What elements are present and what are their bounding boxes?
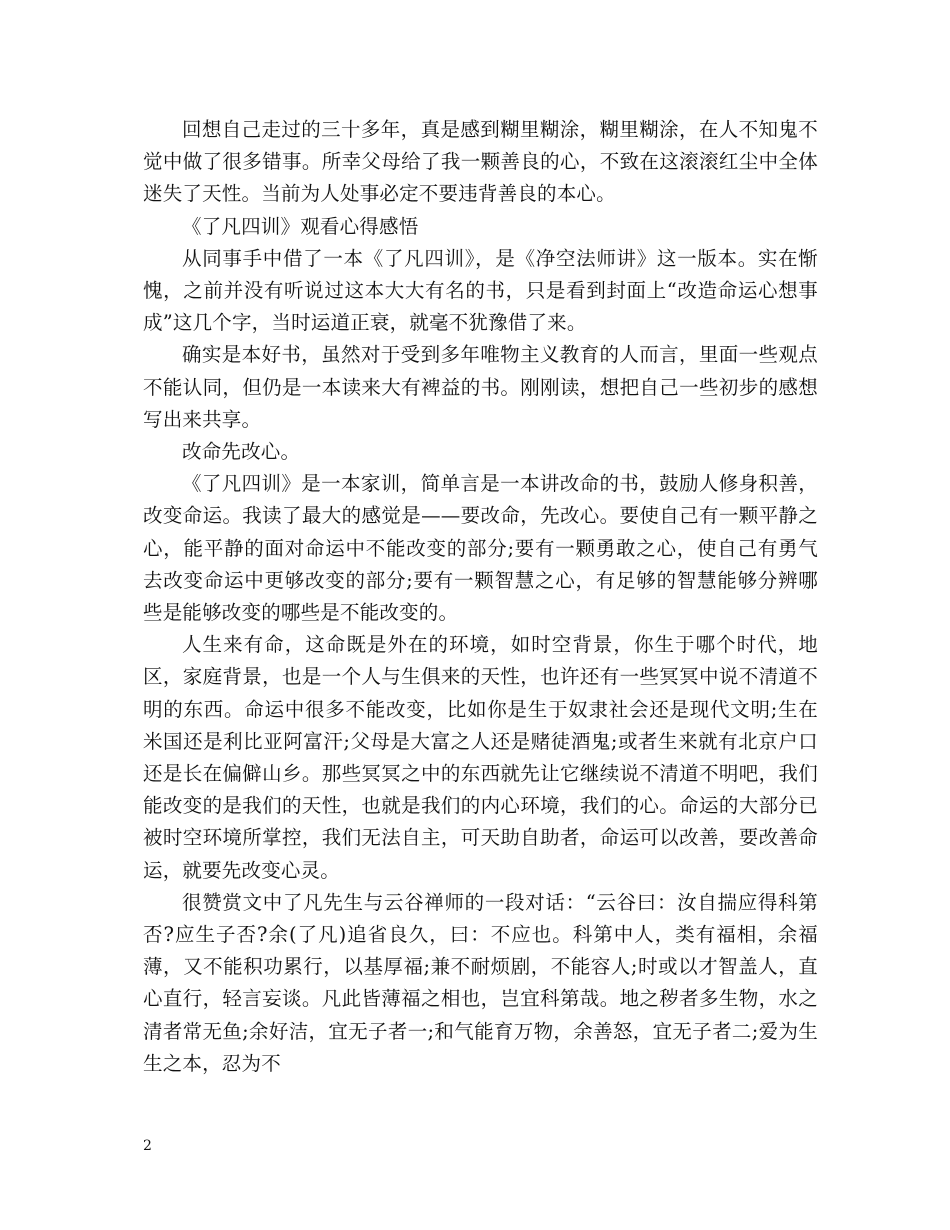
paragraph-fate: 人生来有命，这命既是外在的环境，如时空背景，你生于哪个时代，地区，家庭背景，也是一个人与生俱来的天性，也许还有一些冥冥中说不清道不明的东西。命运中很多不能改变，比如你是生于奴隶社会还是现代文明;生在米国还是利比亚阿富汗;父母是大富之人还是赌徒酒鬼;或者生来就有北京户口还是长在偏僻山乡。那些冥冥之中的东西就先让它继续说不清道不明吧，我们能改变的是我们的天性，也就是我们的内心环境，我们的心。命运的大部分已被时空环境所掌控，我们无法自主，可天助自助者，命运可以改善，要改善命运，就要先改变心灵。 [143, 633, 818, 882]
paragraph-good-book: 确实是本好书，虽然对于受到多年唯物主义教育的人而言，里面一些观点不能认同，但仍是一本读来大有裨益的书。刚刚读，想把自己一些初步的感想写出来共享。 [143, 343, 818, 431]
paragraph-borrowed-book: 从同事手中借了一本《了凡四训》，是《净空法师讲》这一版本。实在惭愧，之前并没有听说过这本大大有名的书，只是看到封面上“改造命运心想事成”这几个字，当时运道正衰，就毫不犹豫借了来。 [143, 246, 818, 335]
paragraph-family-instruction: 《了凡四训》是一本家训，简单言是一本讲改命的书，鼓励人修身积善，改变命运。我读了最大的感觉是——要改命，先改心。要使自己有一颗平静之心，能平静的面对命运中不能改变的部分;要有一颗勇敢之心，使自己有勇气去改变命运中更够改变的部分;要有一颗智慧之心，有足够的智慧能够分辨哪些是能够改变的哪些是不能改变的。 [143, 472, 818, 625]
paragraph-dialogue: 很赞赏文中了凡先生与云谷禅师的一段对话：“云谷曰：汝自揣应得科第否?应生子否?余(了凡)追省良久，曰：不应也。科第中人，类有福相，余福薄，又不能积功累行，以基厚福;兼不耐烦剧，不能容人;时或以才智盖人，直心直行，轻言妄谈。凡此皆薄福之相也，岂宜科第哉。地之秽者多生物，水之清者常无鱼;余好洁，宜无子者一;和气能育万物，余善怒，宜无子者二;爱为生生之本，忍为不 [143, 890, 818, 1075]
page-number: 2 [143, 1138, 152, 1154]
paragraph-change-heart: 改命先改心。 [182, 440, 301, 464]
paragraph-reflection: 回想自己走过的三十多年，真是感到糊里糊涂，糊里糊涂，在人不知鬼不觉中做了很多错事。所幸父母给了我一颗善良的心，不致在这滚滚红尘中全体迷失了天性。当前为人处事必定不要违背善良的本心。 [143, 118, 818, 206]
document-body [143, 114, 818, 1080]
section-heading: 《了凡四训》观看心得感悟 [182, 214, 419, 238]
